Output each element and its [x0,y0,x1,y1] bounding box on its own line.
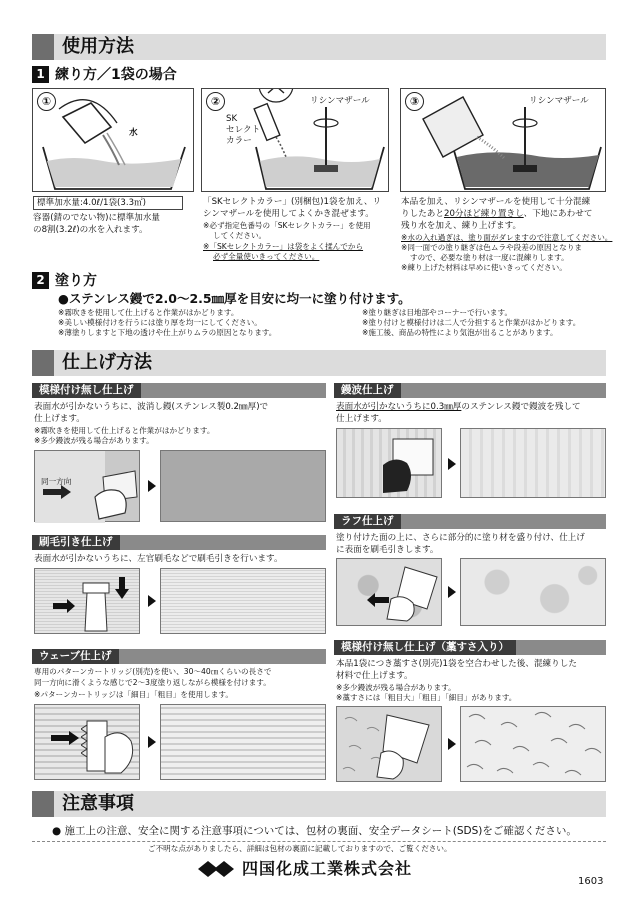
direction-label: 同一方向 [41,477,72,486]
wave-note1: ※パターンカートリッジは「細目」「粗目」を使用します。 [34,690,233,699]
step-circle-2: ② [206,92,225,111]
apply-note-left-2: ※美しい模様付けを行うには塗り厚を均一にしてください。 [58,318,262,327]
mixing-panel-3 [400,88,606,192]
caution-section-header [32,791,606,817]
arrow-right-icon [148,736,156,748]
panel2-note1-1: ※必ず指定色番号の「SKセレクトカラー」を使用 [203,221,371,230]
label-color: カラー [226,136,252,146]
rough-result-photo [460,558,606,626]
wave-title-bar [32,649,326,664]
mixer-label-2: リシンマザール [310,96,370,106]
usage-section-title: 使用方法 [62,36,134,57]
arrow-right-icon [148,595,156,607]
trowel-wave-title: 鏝波仕上げ [334,383,401,398]
apply-note-right-2: ※塗り付けと模様付けは二人で分担すると作業がはかどります。 [362,318,581,327]
no-pattern-note2: ※多少鏝波が残る場合があります。 [34,436,154,445]
trowel-wave-line2: 仕上げます。 [336,414,387,424]
straw-note2: ※藁すさには「粗目大」「粗目」「細目」があります。 [336,693,517,702]
panel2-note2-1: ※「SKセレクトカラー」は袋をよく揉んでから [203,242,364,251]
no-pattern-note1: ※霧吹きを使用して仕上げると作業がはかどります。 [34,426,215,435]
trowel-wave-action-photo [336,428,442,498]
arrow-right-icon [53,599,77,613]
section-tab-marker [32,350,54,376]
no-pattern-line2: 仕上げます。 [34,414,85,424]
panel2-desc-2: シンマザールを使用してよくかき混ぜます。 [203,209,374,219]
panel3-note-1: ※水の入れ過ぎは、塗り面がダレますので注意してください。 [401,233,613,242]
bucket-pour-illustration [33,89,194,192]
no-pattern-title: 模様付け無し仕上げ [32,383,141,398]
straw-title: 模様付け無し仕上げ（藁すさ入り） [334,640,516,655]
panel2-note2-2: 必ず全量使いきってください。 [213,252,320,261]
rough-title-bar [334,514,606,529]
panel3-note-2a: ※同一面での塗り継ぎは色ムラや段差の原因となりま [401,243,583,252]
arrow-right-icon [51,731,81,745]
no-pattern-title-bar [32,383,326,398]
water-label: 水 [129,128,138,138]
mixing-panel-1 [32,88,194,192]
finish-section-title: 仕上げ方法 [62,352,152,373]
standard-water-box: 標準加水量:4.0ℓ/1袋(3.3㎡) [33,196,183,210]
panel3-note-2b: すので、必要な塗り材は一度に混練りします。 [410,253,569,262]
company-name: 四国化成工業株式会社 [242,859,413,878]
wave-action-photo [34,704,140,780]
finish-section-header [32,350,606,376]
brush-hand-icon [79,579,113,633]
straw-fiber-pattern [337,707,443,783]
brush-result-photo [160,568,326,634]
wave-title: ウェーブ仕上げ [32,649,119,664]
arrow-right-icon [448,458,456,470]
no-pattern-action-photo [34,450,140,522]
trowel-wave-title-bar [334,383,606,398]
straw-line1: 本品1袋につき藁すさ(別売)1袋を空合わせした後、混練りした [336,659,577,669]
caution-section-title: 注意事項 [62,793,134,814]
step2-number: 2 [32,272,49,289]
usage-section-header [32,34,606,60]
caution-text: ● 施工上の注意、安全に関する注意事項については、包材の裏面、安全データシート(SDS)をご確認ください。 [52,825,577,837]
no-pattern-result-photo [160,450,326,522]
panel3-desc-3: 残り水を加え、練り上げます。 [401,221,522,231]
label-sk: SK [226,114,238,124]
apply-note-left-1: ※霧吹きを使用して仕上げると作業がはかどります。 [58,308,239,317]
no-pattern-line1: 表面水が引かないうちに、波消し鏝(ステンレス製0.2㎜厚)で [34,402,269,412]
panel3-desc-1: 本品を加え、リシンマザールを使用して十分混練 [401,197,591,207]
rough-line1: 塗り付けた面の上に、さらに部分的に塗り材を盛り付け、仕上げ [336,533,585,543]
scissors-icon [256,88,296,105]
panel3-desc-2: りしたあと20分ほど練り置きし、下地にあわせて [401,209,593,219]
apply-note-right-1: ※塗り継ぎは目地部やコーナーで行います。 [362,308,513,317]
rough-line2: に表面を刷毛引きします。 [336,545,439,555]
rough-action-photo [336,558,442,626]
straw-note1: ※多少鏝波が残る場合があります。 [336,683,456,692]
panel1-desc-1: 容器(錆のでない物)に標準加水量 [33,213,161,223]
wave-line1: 専用のパターンカートリッジ(別売)を使い、30～40㎝くらいの長さで [34,667,272,676]
brush-title-bar [32,535,326,550]
brush-action-photo [34,568,140,634]
contact-text: ご不明な点がありましたら、詳細は包材の裏面に記載しておりますので、ご覧ください。 [148,844,452,853]
document-number: 1603 [578,876,604,887]
divider-line [32,841,606,842]
wave-result-photo [160,704,326,780]
mixer-label-3: リシンマザール [529,96,589,106]
trowel-wave-line1: 表面水が引かないうちに0.3㎜厚のステンレス鏝で鏝波を残して [336,402,581,412]
arrow-right-icon [448,586,456,598]
company-logo [196,858,456,880]
trowel-hand-icon [373,435,437,495]
brush-title: 刷毛引き仕上げ [32,535,120,550]
brush-line1: 表面水が引かないうちに、左官刷毛などで刷毛引きを行います。 [34,554,283,564]
step2-title: 塗り方 [55,273,97,289]
company-logo-icon [196,860,236,878]
rough-title: ラフ仕上げ [334,514,401,529]
arrow-right-icon [448,738,456,750]
step1-heading [32,66,177,84]
straw-result-photo [460,706,606,782]
straw-line2: 材料で仕上げます。 [336,671,413,681]
section-tab-marker [32,34,54,60]
panel2-desc-1: 「SKセレクトカラー」(別梱包)1袋を加え、リ [203,197,382,207]
arrow-right-icon [148,480,156,492]
straw-fiber-pattern [461,707,607,783]
trowel-hand-icon [383,563,441,623]
hand-trowel-icon [85,457,139,521]
arrow-down-icon [115,577,129,599]
mixing-panel-2 [201,88,389,192]
straw-action-photo [336,706,442,782]
arrow-right-icon [43,485,73,499]
section-tab-marker [32,791,54,817]
apply-note-right-3: ※施工後、商品の特性により気泡が出ることがあります。 [362,328,558,337]
step1-number: 1 [32,66,49,83]
panel3-note-3: ※練り上げた材料は早めに使いきってください。 [401,263,567,272]
panel2-note1-2: してください。 [213,231,267,240]
step1-title: 練り方／1袋の場合 [55,67,177,83]
pattern-cartridge-hand-icon [81,715,137,777]
wave-line2: 同一方向に滑くような感じで2～3度塗り返しながら模様を付けます。 [34,678,271,687]
apply-main-text: ●ステンレス鏝で2.0～2.5㎜厚を目安に均一に塗り付けます。 [58,291,411,306]
label-select: セレクト [226,125,261,135]
step-circle-3: ③ [405,92,424,111]
trowel-wave-result-photo [460,428,606,498]
step2-heading [32,272,97,290]
panel1-desc-2: の8割(3.2ℓ)の水を入れます。 [33,225,148,235]
step-circle-1: ① [37,92,56,111]
apply-note-left-3: ※薄塗りしますと下地の透けや仕上がりムラの原因となります。 [58,328,277,337]
straw-title-bar [334,640,606,655]
